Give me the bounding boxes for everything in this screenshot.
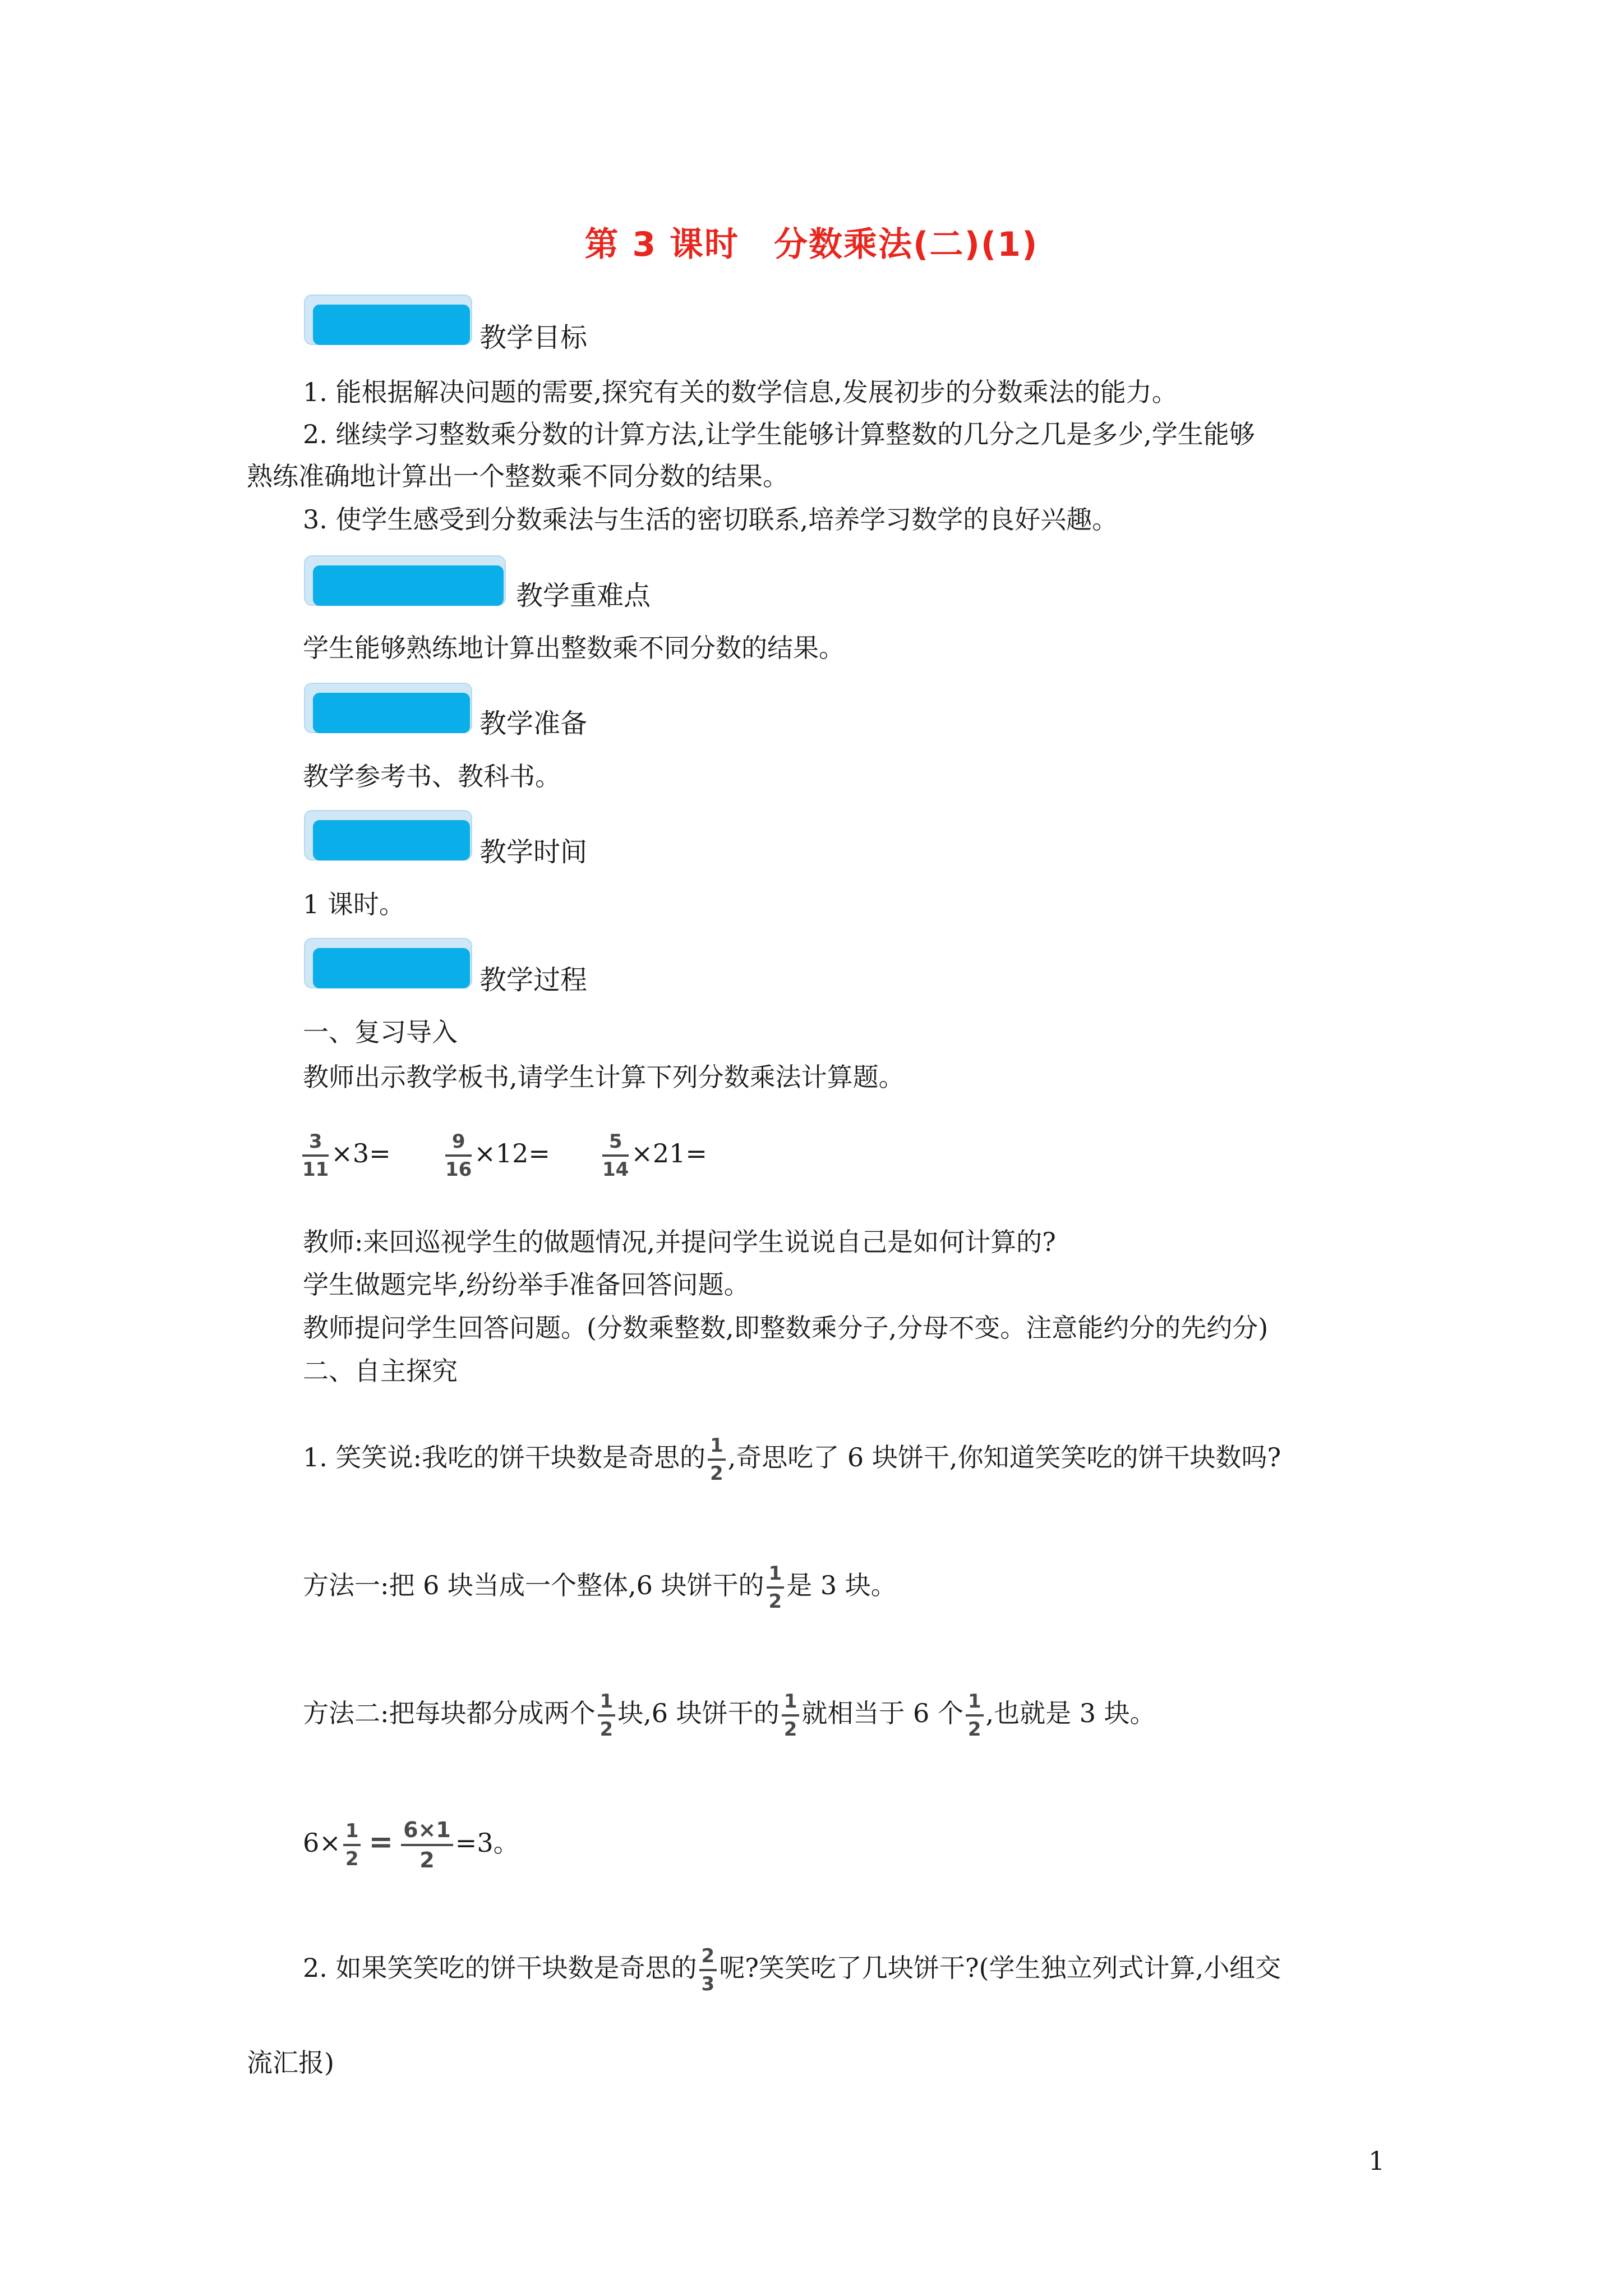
fraction-6x1-2: $\frac{6\times 1}{2}$ [401,1819,453,1871]
section-label-process: 教学过程 [479,964,588,996]
section-tag-goals [304,295,472,347]
goal-item-2-cont: 熟练准确地计算出一个整数乘不同分数的结果。 [247,461,789,491]
section-label-prep: 教学准备 [479,708,588,739]
process-part-2: 二、自主探究 [303,1356,458,1386]
exercise-3: $\frac{5}{14}$ ×21= [602,1130,707,1181]
section-label-time: 教学时间 [479,836,588,868]
fraction-1-2: $\frac{1}{2}$ [767,1564,785,1611]
fraction-2-3: $\frac{2}{3}$ [699,1947,717,1994]
fraction-9-16: $\frac{9}{16}$ [445,1130,472,1181]
fraction-3-11: $\frac{3}{11}$ [302,1130,329,1181]
method-2: 方法二:把每块都分成两个 $\frac{1}{2}$ 块,6 块饼干的 $\frac{1}{2}$ 就相当于 6 个 $\frac{1}{2}$ ,也就是 3 块。 [303,1690,1156,1741]
calculation: 6× $\frac{1}{2}$ = $\frac{6\times 1}{2}$ =3。 [303,1818,519,1872]
teacher-line-2: 教师提问学生回答问题。(分数乘整数,即整数乘分子,分母不变。注意能约分的先约分) [303,1313,1269,1343]
fraction-5-14: $\frac{5}{14}$ [602,1130,629,1181]
section-label-keypoints: 教学重难点 [516,580,651,611]
section-tag-prep [304,683,472,735]
fraction-1-2: $\frac{1}{2}$ [966,1692,984,1739]
process-intro: 教师出示教学板书,请学生计算下列分数乘法计算题。 [303,1062,905,1092]
section-tag-keypoints [304,555,472,608]
fraction-1-2: $\frac{1}{2}$ [598,1692,616,1739]
page-number: 1 [1368,2146,1385,2176]
exercise-1: $\frac{3}{11}$ ×3= [302,1130,391,1181]
teacher-line-1: 教师:来回巡视学生的做题情况,并提问学生说说自己是如何计算的? [303,1227,1056,1257]
method-1: 方法一:把 6 块当成一个整体,6 块饼干的 $\frac{1}{2}$ 是 3 块。 [303,1562,897,1613]
goal-item-1: 1. 能根据解决问题的需要,探究有关的数学信息,发展初步的分数乘法的能力。 [303,377,1178,407]
goal-item-3: 3. 使学生感受到分数乘法与生活的密切联系,培养学习数学的良好兴趣。 [303,504,1118,535]
goal-item-2: 2. 继续学习整数乘分数的计算方法,让学生能够计算整数的几分之几是多少,学生能够 [303,419,1255,449]
section-tag-process [304,938,472,991]
keypoints-text: 学生能够熟练地计算出整数乘不同分数的结果。 [303,633,845,663]
fraction-1-2: $\frac{1}{2}$ [782,1692,800,1739]
page-title: 第 3 课时 分数乘法(二)(1) [584,225,1039,264]
student-line-1: 学生做题完毕,纷纷举手准备回答问题。 [303,1269,750,1300]
question-2-cont: 流汇报) [247,2047,334,2078]
prep-text: 教学参考书、教科书。 [303,761,561,792]
fraction-1-2: $\frac{1}{2}$ [343,1821,361,1869]
section-tag-time [304,810,472,863]
question-2: 2. 如果笑笑吃的饼干块数是奇思的 $\frac{2}{3}$ 呢?笑笑吃了几块饼干?(学生独立列式计算,小组交 [303,1945,1281,1995]
section-label-goals: 教学目标 [479,322,588,353]
process-part-1: 一、复习导入 [303,1017,458,1047]
fraction-1-2: $\frac{1}{2}$ [708,1436,726,1483]
question-1: 1. 笑笑说:我吃的饼干块数是奇思的 $\frac{1}{2}$ ,奇思吃了 6 块饼干,你知道笑笑吃的饼干块数吗? [303,1434,1281,1485]
time-text: 1 课时。 [303,889,405,919]
exercise-2: $\frac{9}{16}$ ×12= [445,1130,550,1181]
